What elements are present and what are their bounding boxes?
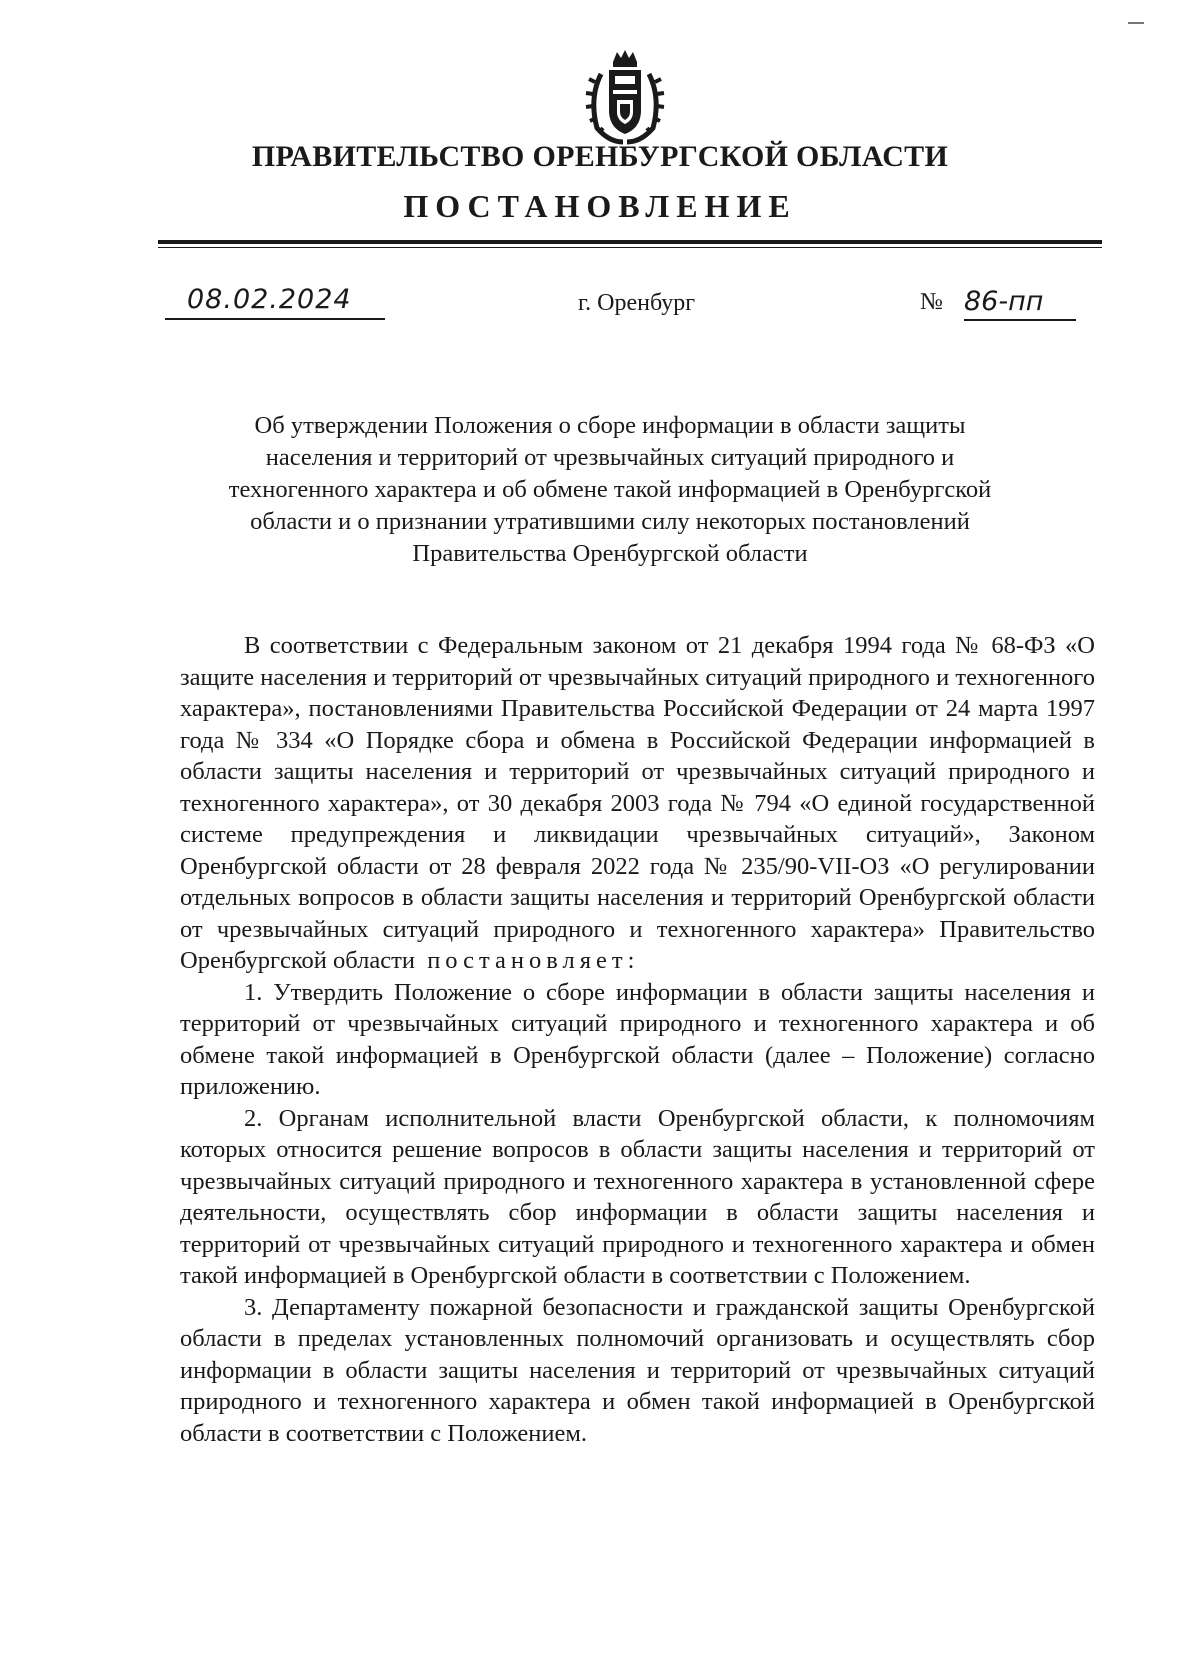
coat-of-arms-icon — [583, 48, 667, 146]
item-paragraph: 2. Органам исполнительной власти Оренбургской области, к полномочиям которых относится решение вопросов в области защиты населения и территорий от чрезвычайных ситуаций природного и техногенного характера в установленной сфере деятельности, осуществлять сбор информации в области защиты населения и территорий от чрезвычайных ситуаций природного и техногенного характера и обмен такой информацией в Оренбургской области в соответствии с Положением. — [180, 1104, 1095, 1289]
organization-title: ПРАВИТЕЛЬСТВО ОРЕНБУРГСКОЙ ОБЛАСТИ — [251, 140, 949, 173]
date-underline — [165, 318, 385, 320]
item-paragraph: 1. Утвердить Положение о сборе информации в области защиты населения и территорий от чрезвычайных ситуаций природного и техногенного характера и об обмене такой информацией в Оренбургской области (далее – Положение) согласно приложению. — [180, 978, 1095, 1100]
item-paragraph: 3. Департаменту пожарной безопасности и гражданской защиты Оренбургской области в пределах установленных полномочий организовать и осуществлять сбор информации в области защиты населения и территорий от чрезвычайных ситуаций природного и техногенного характера и обмен такой информацией в Оренбургской области в соответствии с Положением. — [180, 1293, 1095, 1447]
scan-mark — [1128, 22, 1144, 24]
document-subject: Об утверждении Положения о сборе информации в области защиты населения и территорий от чрезвычайных ситуаций природного и техногенного характера и об обмене такой информацией в Оренбургской области и о признании утратившими силу некоторых постановлений Правительства Оренбургской области — [228, 412, 992, 567]
number-label: № — [920, 289, 943, 315]
preamble-text: В соответствии с Федеральным законом от 21 декабря 1994 года № 68-ФЗ «О защите населения и территорий от чрезвычайных ситуаций природного и техногенного характера», постановлениями Правительства Российской Федерации от 24 марта 1997 года № 334 «О Порядке сбора и обмена в Российской Федерации информацией в области защиты населения и территорий от чрезвычайных ситуаций природного и техногенного характера», от 30 декабря 2003 года № 794 «О единой государственной системе предупреждения и ликвидации чрезвычайных ситуаций», Законом Оренбургской области от 28 февраля 2022 года № 235/90-VII-ОЗ «О регулировании отдельных вопросов в области защиты населения и территорий Оренбургской области от чрезвычайных ситуаций природного и техногенного характера» Правительство Оренбургской области — [180, 632, 1095, 974]
number-underline — [964, 319, 1076, 321]
resolves-word: постановляет: — [427, 947, 640, 974]
city: г. Оренбург — [578, 290, 696, 316]
document-type: ПОСТАНОВЛЕНИЕ — [403, 188, 797, 224]
date-value: 08.02.2024 — [187, 284, 352, 315]
header-rule-thin — [158, 247, 1102, 248]
number-value-wrap — [964, 286, 1076, 317]
header-rule-thick — [158, 240, 1102, 244]
preamble-paragraph — [180, 630, 1095, 977]
document-body — [180, 630, 1095, 1449]
number-value: 86-пп — [964, 286, 1044, 317]
